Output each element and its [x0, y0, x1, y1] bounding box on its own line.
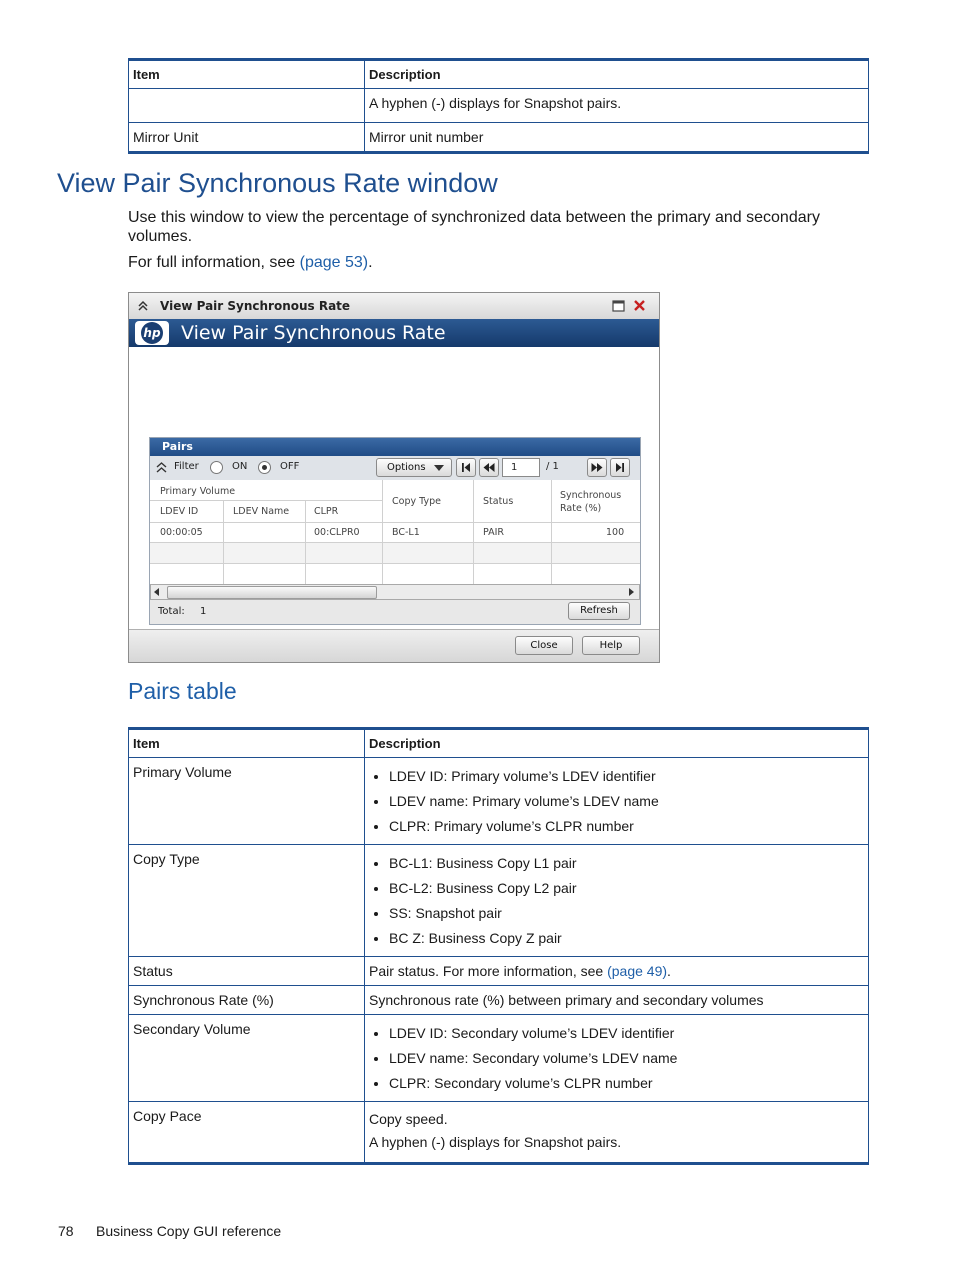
header-item: Item [129, 729, 365, 758]
list-item: • CLPR: Secondary volume’s CLPR number [389, 1075, 864, 1091]
options-button[interactable] [376, 458, 452, 477]
total-value: 1 [200, 606, 207, 617]
table-row [129, 89, 869, 123]
fast-forward-icon [591, 463, 603, 472]
page-49-link[interactable]: (page 49) [607, 963, 668, 979]
list-item: • LDEV name: Secondary volume’s LDEV name [389, 1050, 864, 1066]
full-info-suffix: . [368, 254, 373, 271]
close-icon[interactable] [633, 299, 646, 312]
header-description: Description [365, 729, 869, 758]
footer-section-name: Business Copy GUI reference [96, 1223, 282, 1239]
row-description [365, 957, 869, 986]
top-table [128, 58, 869, 154]
secondary-volume-bullets [369, 1025, 864, 1091]
pairs-table [128, 727, 869, 1165]
copy-type-bullets [369, 855, 864, 946]
page-total: / 1 [546, 461, 559, 472]
chevron-down-icon [434, 465, 444, 471]
row-item: Secondary Volume [129, 1015, 365, 1102]
list-item: • BC-L2: Business Copy L2 pair [389, 880, 864, 896]
row-item: Mirror Unit [129, 123, 365, 153]
window-header-title: View Pair Synchronous Rate [181, 322, 446, 344]
last-page-icon [615, 463, 625, 472]
refresh-label: Refresh [580, 605, 618, 616]
copy-pace-line1: Copy speed. [369, 1111, 448, 1127]
previous-page-button[interactable] [479, 458, 499, 477]
full-info-paragraph [128, 253, 373, 272]
filter-off-radio[interactable] [258, 461, 271, 474]
row-description [365, 1102, 869, 1164]
list-item: • LDEV ID: Primary volume’s LDEV identifier [389, 768, 864, 784]
refresh-button[interactable] [568, 602, 630, 620]
close-label: Close [530, 640, 558, 651]
options-label: Options [387, 462, 426, 473]
primary-volume-bullets [369, 768, 864, 834]
cell-status: PAIR [483, 527, 505, 538]
row-item: Status [129, 957, 365, 986]
filter-on-radio[interactable] [210, 461, 223, 474]
total-label: Total: [158, 606, 185, 617]
horizontal-scrollbar[interactable] [150, 584, 640, 600]
window-titlebar [129, 293, 659, 320]
intro-paragraph [128, 208, 868, 246]
intro-text: Use this window to view the percentage of synchronized data between the primary and secondary volumes. [128, 209, 820, 245]
filter-off-label: OFF [280, 461, 300, 472]
page-number-input[interactable] [502, 458, 540, 477]
col-primary-volume: Primary Volume [160, 486, 236, 497]
full-info-prefix: For full information, see [128, 254, 300, 271]
list-item: • LDEV ID: Secondary volume’s LDEV identifier [389, 1025, 864, 1041]
window-title: View Pair Synchronous Rate [160, 299, 351, 313]
filter-on-label: ON [232, 461, 248, 472]
row-item [129, 89, 365, 123]
table-row-sync-rate [129, 986, 869, 1015]
page-number: 78 [58, 1223, 74, 1239]
help-label: Help [599, 640, 623, 651]
pairs-toolbar [150, 456, 640, 480]
rewind-icon [483, 463, 495, 472]
table-row-copy-type [129, 845, 869, 957]
help-button[interactable] [582, 636, 640, 655]
row-description [365, 1015, 869, 1102]
table-row-secondary-volume [129, 1015, 869, 1102]
col-status[interactable]: Status [483, 496, 514, 507]
row-description: Synchronous rate (%) between primary and secondary volumes [365, 986, 869, 1015]
pairs-panel-header [150, 438, 640, 456]
page-current: 1 [511, 462, 518, 473]
section-title: View Pair Synchronous Rate window [57, 168, 498, 198]
view-pair-sync-rate-window [128, 292, 660, 663]
subsection-title: Pairs table [128, 678, 237, 704]
row-item: Primary Volume [129, 758, 365, 845]
window-footer [129, 629, 659, 663]
close-button[interactable] [515, 636, 573, 655]
header-item: Item [129, 60, 365, 89]
filter-collapse-icon[interactable] [156, 462, 167, 473]
col-sync-rate-line1[interactable]: Synchronous [560, 490, 622, 501]
row-description: Mirror unit number [365, 123, 869, 153]
cell-sync-rate: 100 [606, 527, 625, 538]
first-page-button[interactable] [456, 458, 476, 477]
scrollbar-thumb[interactable] [167, 586, 377, 599]
col-copy-type[interactable]: Copy Type [392, 496, 441, 507]
col-ldev-name[interactable]: LDEV Name [233, 506, 290, 517]
col-clpr[interactable]: CLPR [314, 506, 339, 517]
window-header-bar [129, 319, 659, 347]
pairs-panel [149, 437, 641, 625]
next-page-button[interactable] [587, 458, 607, 477]
list-item: • LDEV name: Primary volume’s LDEV name [389, 793, 864, 809]
table-header-row [129, 729, 869, 758]
maximize-icon[interactable] [612, 300, 625, 312]
col-ldev-id[interactable]: LDEV ID [160, 506, 199, 517]
row-description [365, 758, 869, 845]
pairs-grid [150, 480, 640, 584]
header-description: Description [365, 60, 869, 89]
first-page-icon [461, 463, 471, 472]
table-row [129, 123, 869, 153]
table-header-row [129, 60, 869, 89]
cell-copy-type: BC-L1 [392, 527, 420, 538]
list-item: • SS: Snapshot pair [389, 905, 864, 921]
hp-logo [135, 321, 169, 345]
pairs-panel-title: Pairs [162, 440, 193, 453]
list-item: • CLPR: Primary volume’s CLPR number [389, 818, 864, 834]
scroll-left-icon[interactable] [153, 588, 161, 596]
collapse-icon[interactable] [137, 300, 149, 312]
hp-logo-text: hp [143, 326, 161, 340]
row-description [365, 845, 869, 957]
row-description: A hyphen (-) displays for Snapshot pairs. [365, 89, 869, 123]
col-sync-rate-line2[interactable]: Rate (%) [560, 503, 602, 514]
row-item: Copy Pace [129, 1102, 365, 1164]
row-item: Synchronous Rate (%) [129, 986, 365, 1015]
cell-clpr: 00:CLPR0 [314, 527, 360, 538]
status-desc-suffix: . [667, 963, 671, 979]
list-item: • BC Z: Business Copy Z pair [389, 930, 864, 946]
status-desc-prefix: Pair status. For more information, see [369, 963, 608, 979]
cell-ldev-id[interactable]: 00:00:05 [160, 527, 203, 538]
last-page-button[interactable] [610, 458, 630, 477]
copy-pace-line2: A hyphen (-) displays for Snapshot pairs. [369, 1134, 622, 1150]
table-row-copy-pace [129, 1102, 869, 1164]
list-item: • BC-L1: Business Copy L1 pair [389, 855, 864, 871]
table-row-primary-volume [129, 758, 869, 845]
table-row-status [129, 957, 869, 986]
filter-label: Filter [174, 461, 199, 472]
page-53-link[interactable]: (page 53) [299, 254, 369, 271]
scroll-right-icon[interactable] [627, 588, 635, 596]
row-item: Copy Type [129, 845, 365, 957]
